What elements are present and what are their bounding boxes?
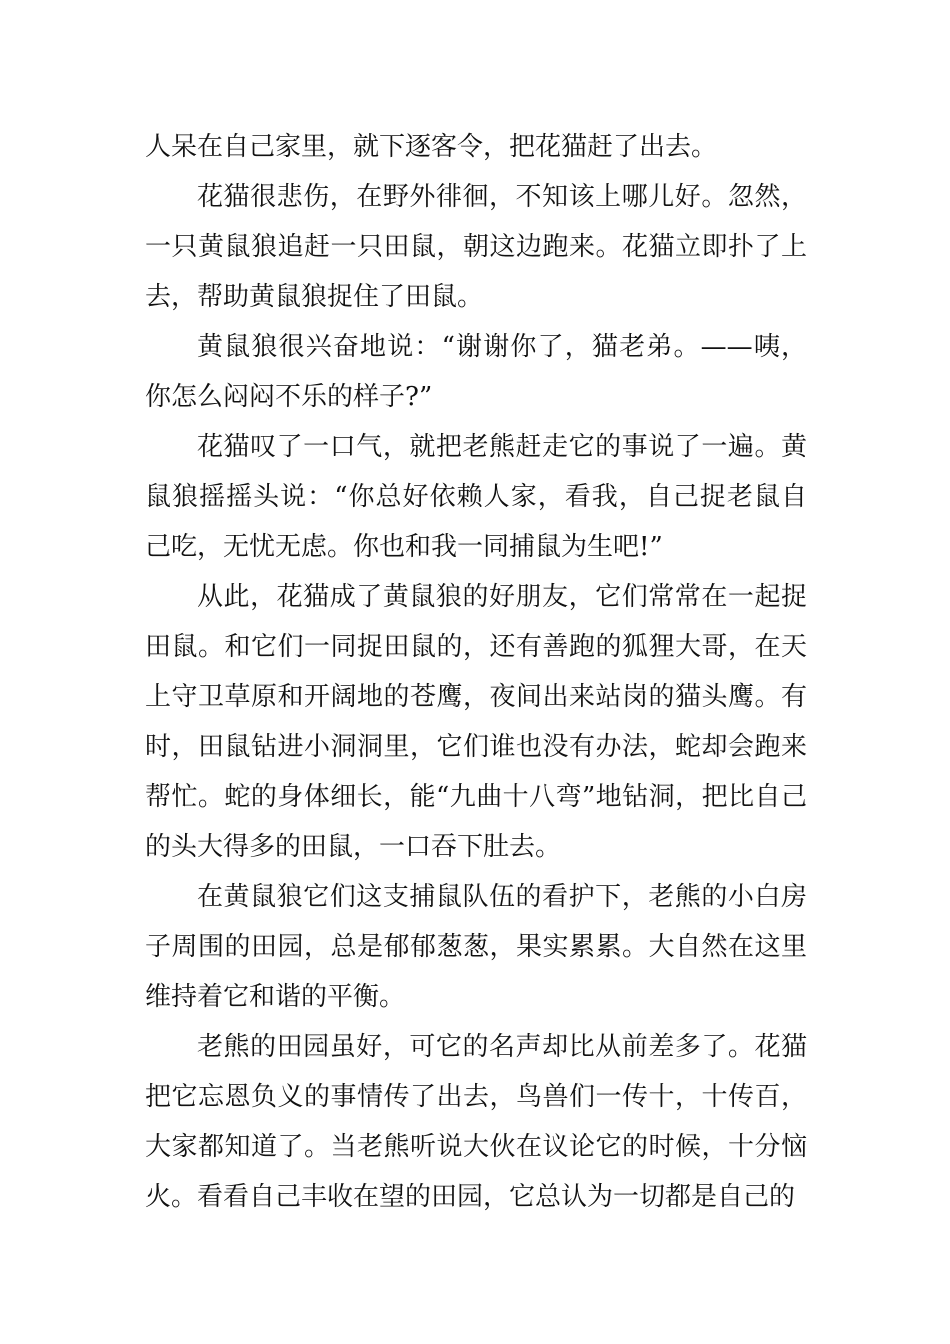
paragraph-7: 老熊的田园虽好，可它的名声却比从前差多了。花猫把它忘恩负义的事情传了出去，鸟兽们一传十，十传百，大家都知道了。当老熊听说大伙在议论它的时候，十分恼火。看看自己丰收在望的田园，它总认为一切都是自己的	[145, 1032, 807, 1212]
paragraph-1: 人呆在自己家里，就下逐客令，把花猫赶了出去。	[145, 132, 718, 162]
paragraph-4: 花猫叹了一口气，就把老熊赶走它的事说了一遍。黄鼠狼摇摇头说：“你总好依赖人家，看我，自己捉老鼠自己吃，无忧无虑。你也和我一同捕鼠为生吧!”	[145, 432, 807, 562]
paragraph-5: 从此，花猫成了黄鼠狼的好朋友，它们常常在一起捉田鼠。和它们一同捉田鼠的，还有善跑的狐狸大哥，在天上守卫草原和开阔地的苍鹰，夜间出来站岗的猫头鹰。有时，田鼠钻进小洞洞里，它们谁也没有办法，蛇却会跑来帮忙。蛇的身体细长，能“九曲十八弯”地钻洞，把比自己的头大得多的田鼠，一口吞下肚去。	[145, 582, 807, 862]
paragraph-6: 在黄鼠狼它们这支捕鼠队伍的看护下，老熊的小白房子周围的田园，总是郁郁葱葱，果实累累。大自然在这里维持着它和谐的平衡。	[145, 882, 807, 1012]
paragraph-3: 黄鼠狼很兴奋地说：“谢谢你了，猫老弟。——咦，你怎么闷闷不乐的样子?”	[145, 332, 807, 412]
paragraph-2: 花猫很悲伤，在野外徘徊，不知该上哪儿好。忽然，一只黄鼠狼追赶一只田鼠，朝这边跑来。花猫立即扑了上去，帮助黄鼠狼捉住了田鼠。	[145, 182, 807, 312]
document-page	[145, 122, 807, 1222]
